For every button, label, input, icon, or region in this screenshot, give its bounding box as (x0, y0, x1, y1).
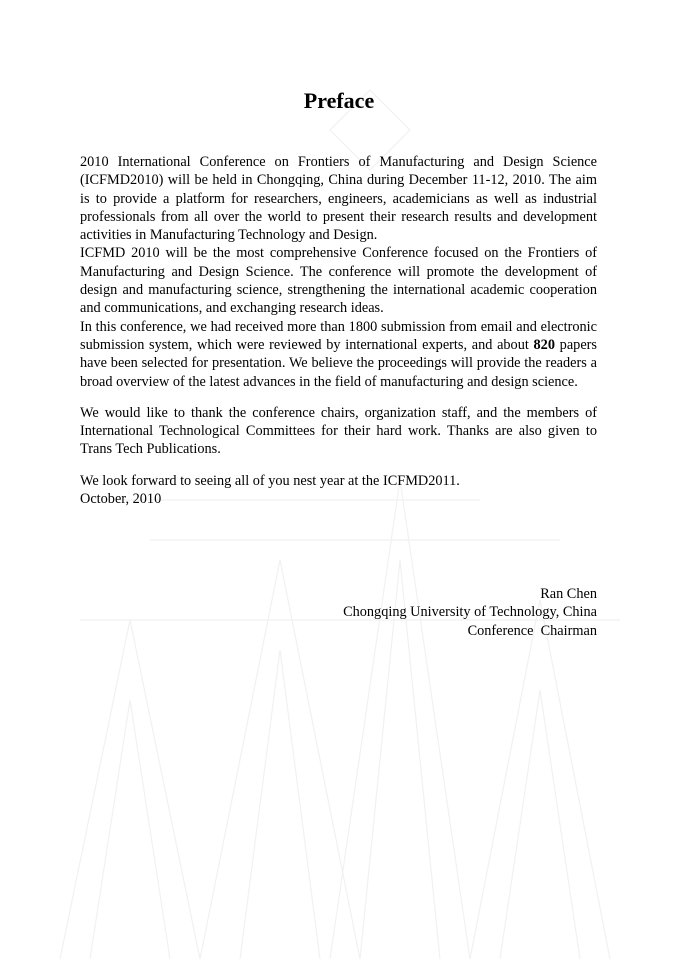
paragraph-acknowledgements: We would like to thank the conference chairs, organization staff, and the members of International Technological Committees for their hard work. Thanks are also given to Trans Tech Publications. (80, 404, 597, 458)
preface-body (80, 153, 597, 508)
accepted-papers-count: 820 (533, 336, 555, 353)
signature-block (197, 585, 597, 640)
signature-name: Ran Chen (540, 586, 597, 602)
paragraph-conference-intro: 2010 International Conference on Frontiers of Manufacturing and Design Science (ICFMD2010) will be held in Chongqing, China during December 11-12, 2010. The aim is to provide a platform for researchers, engineers, academicians as well as industrial professionals from all over the world to present their research results and development activities in Manufacturing Technology and Design. (80, 154, 597, 244)
paragraph-closing: We look forward to seeing all of you nest year at the ICFMD2011. (80, 472, 460, 489)
preface-date: October, 2010 (80, 491, 162, 508)
signature-affiliation: Chongqing University of Technology, China (343, 604, 597, 621)
submissions-text-end: papers have been selected for presentation. We believe the proceedings will provide the readers a broad overview of the latest advances in the field of manufacturing and design science. (80, 336, 597, 390)
paragraph-submissions (80, 318, 597, 391)
paragraph-conference-scope: ICFMD 2010 will be the most comprehensive Conference focused on the Frontiers of Manufacturing and Design Science. The conference will promote the development of design and manufacturing science, strengthening the international academic cooperation and communications, and exchanging research ideas. (80, 245, 597, 317)
submissions-text-start: In this conference, we had received more than 1800 submission from email and electronic submission system, which were reviewed by international experts, and about (80, 318, 597, 353)
page-title: Preface (303, 88, 375, 113)
signature-role: Conference Chairman (467, 622, 597, 639)
